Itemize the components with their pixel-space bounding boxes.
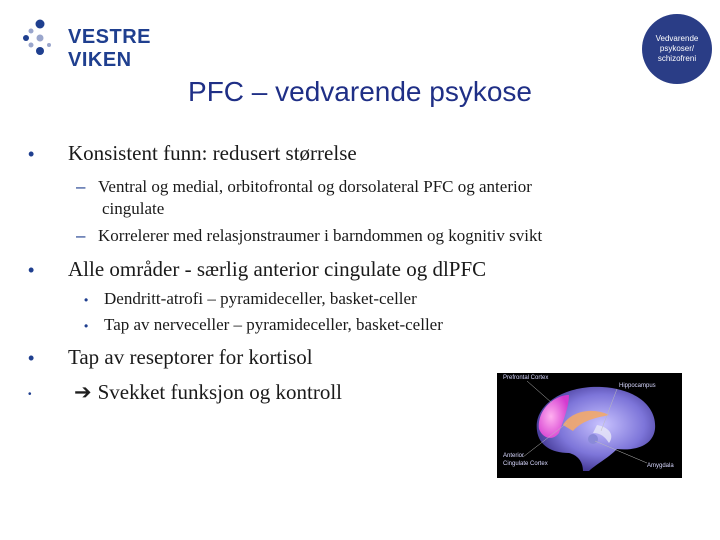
- topic-badge: [642, 14, 712, 84]
- sub-bullet-2-2: [84, 315, 443, 335]
- bullet-dot: •: [28, 389, 32, 400]
- label-hippocampus: Hippocampus: [619, 383, 656, 389]
- bullet-4-text: Svekket funksjon og kontroll: [97, 380, 343, 404]
- bullet-4: [74, 380, 342, 405]
- bullet-dot: •: [84, 293, 89, 307]
- dash: –: [76, 226, 86, 245]
- bullet-2: [28, 257, 486, 282]
- logo-text: VESTRE VIKEN: [68, 26, 152, 71]
- bullet-1-text: Konsistent funn: redusert størrelse: [68, 141, 357, 165]
- sub-bullet-2-1: [84, 289, 417, 309]
- arrow-right-icon: ➔: [74, 380, 92, 404]
- label-anterior: Anterior: [503, 453, 525, 459]
- sub-bullet-2-2-text: Tap av nerveceller – pyramideceller, basket-celler: [104, 315, 443, 334]
- badge-line-1: Vedvarende: [655, 34, 699, 43]
- bullet-dot: •: [28, 260, 35, 280]
- sub-bullet-1-2-line1: Korrelerer med relasjonstraumer i barndommen og kognitiv svikt: [98, 226, 543, 245]
- sub-bullet-1-1-line2: cingulate: [102, 199, 165, 218]
- bullet-2-text: Alle områder - særlig anterior cingulate og dlPFC: [68, 257, 487, 281]
- badge-line-3: schizofreni: [657, 54, 697, 63]
- label-amygdala: Amygdala: [647, 463, 674, 469]
- vestre-viken-logo: [18, 18, 218, 71]
- logo-dots-icon: [18, 18, 58, 58]
- bullet-dot: •: [28, 144, 35, 164]
- bullet-dot: •: [28, 348, 35, 368]
- bullet-dot: •: [84, 319, 89, 333]
- bullet-3: [28, 345, 313, 370]
- brain-figure: [497, 373, 682, 478]
- label-cingulate: Cingulate Cortex: [503, 461, 548, 467]
- dash: –: [76, 177, 86, 196]
- sub-bullet-1-1-line1: Ventral og medial, orbitofrontal og dorsolateral PFC og anterior: [98, 177, 532, 196]
- bullet-3-text: Tap av reseptorer for kortisol: [68, 345, 313, 369]
- badge-line-2: psykoser/: [659, 44, 695, 53]
- label-prefrontal: Prefrontal Cortex: [503, 375, 549, 381]
- sub-bullet-2-1-text: Dendritt-atrofi – pyramideceller, basket-celler: [104, 289, 417, 308]
- sub-bullet-1-1: [76, 176, 676, 220]
- sub-bullet-1-2: [76, 225, 676, 247]
- bullet-1: [28, 141, 357, 166]
- slide-title: PFC – vedvarende psykose: [188, 76, 532, 107]
